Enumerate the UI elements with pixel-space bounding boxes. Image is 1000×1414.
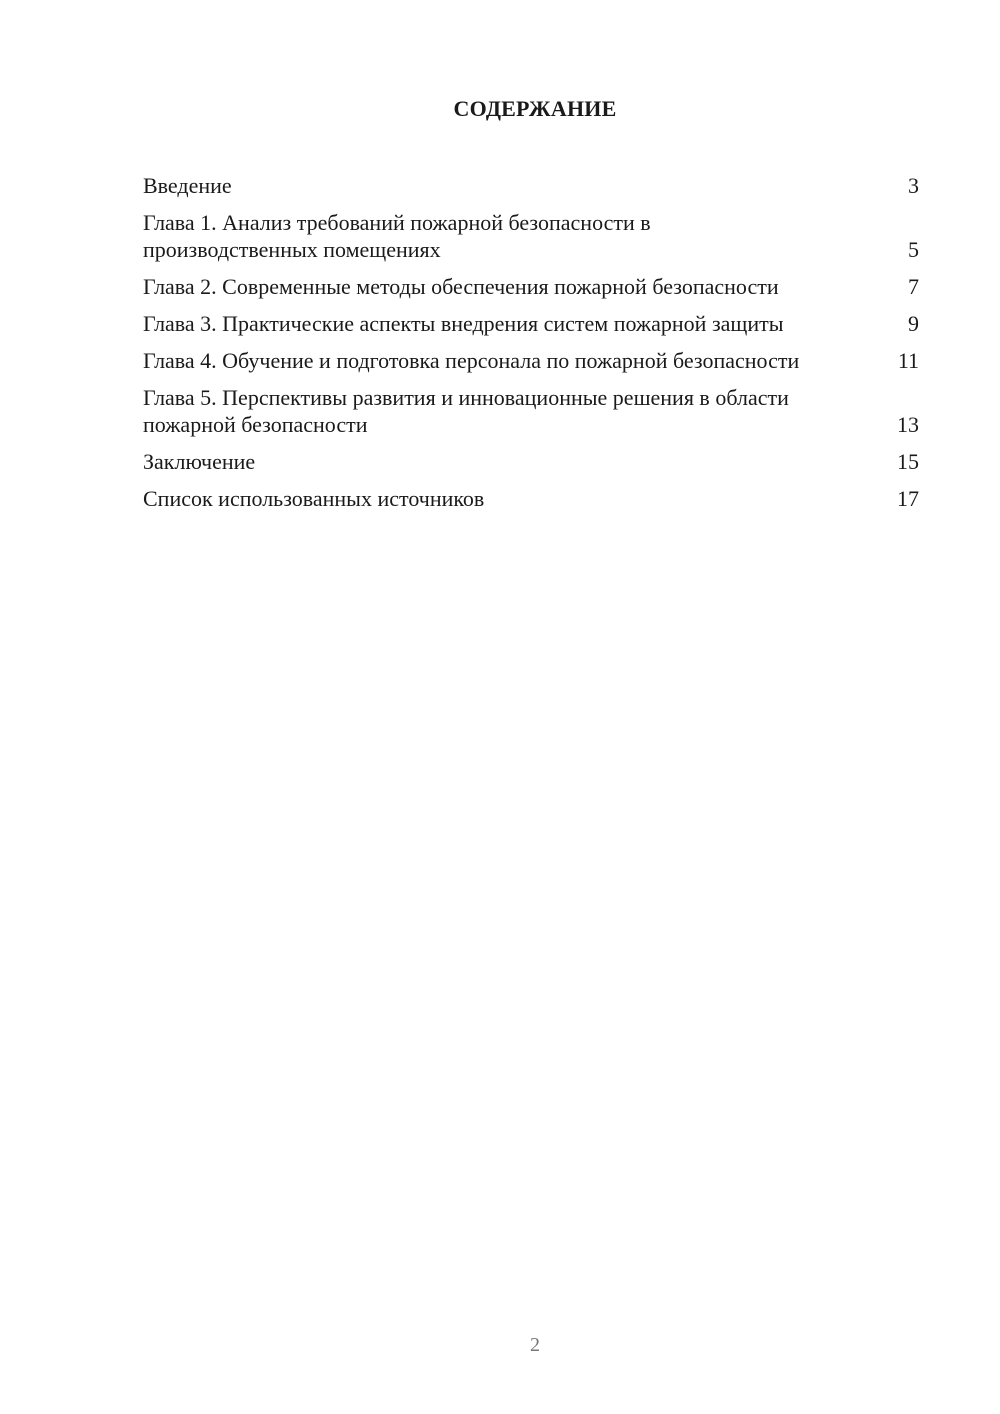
toc-entry-chapter-4: [143, 347, 919, 374]
toc-entry-title: Глава 2. Современные методы обеспечения пожарной безопасности: [143, 274, 779, 299]
toc-entry-title: Глава 5. Перспективы развития и инновационные решения в области пожарной безопасности: [143, 385, 789, 437]
toc-entry-page: 5: [908, 237, 919, 262]
toc-entry-title: Глава 1. Анализ требований пожарной безопасности в производственных помещениях: [143, 210, 651, 262]
toc-entry-page: 7: [908, 274, 919, 299]
toc-entry-chapter-5: [143, 384, 919, 438]
toc-entry-page: 17: [897, 486, 919, 511]
toc-entry-chapter-3: [143, 310, 919, 337]
toc-entry-title: Глава 3. Практические аспекты внедрения систем пожарной защиты: [143, 311, 784, 336]
toc-entry-page: 11: [897, 348, 919, 373]
toc-entry-page: 3: [908, 173, 919, 198]
toc-entry-title: Список использованных источников: [143, 486, 485, 511]
toc-entry-page: 15: [897, 449, 919, 474]
toc-entry-conclusion: [143, 448, 919, 475]
table-of-contents: [143, 172, 919, 522]
page-number: 2: [530, 1334, 540, 1356]
toc-entry-chapter-2: [143, 273, 919, 300]
toc-entry-references: [143, 485, 919, 512]
toc-entry-introduction: [143, 172, 919, 199]
toc-entry-page: 13: [897, 412, 919, 437]
page-title: СОДЕРЖАНИЕ: [453, 96, 617, 121]
toc-entry-title: Введение: [143, 173, 232, 198]
toc-entry-title: Глава 4. Обучение и подготовка персонала по пожарной безопасности: [143, 348, 800, 373]
toc-entry-page: 9: [908, 311, 919, 336]
toc-entry-chapter-1: [143, 209, 919, 263]
toc-entry-title: Заключение: [143, 449, 256, 474]
